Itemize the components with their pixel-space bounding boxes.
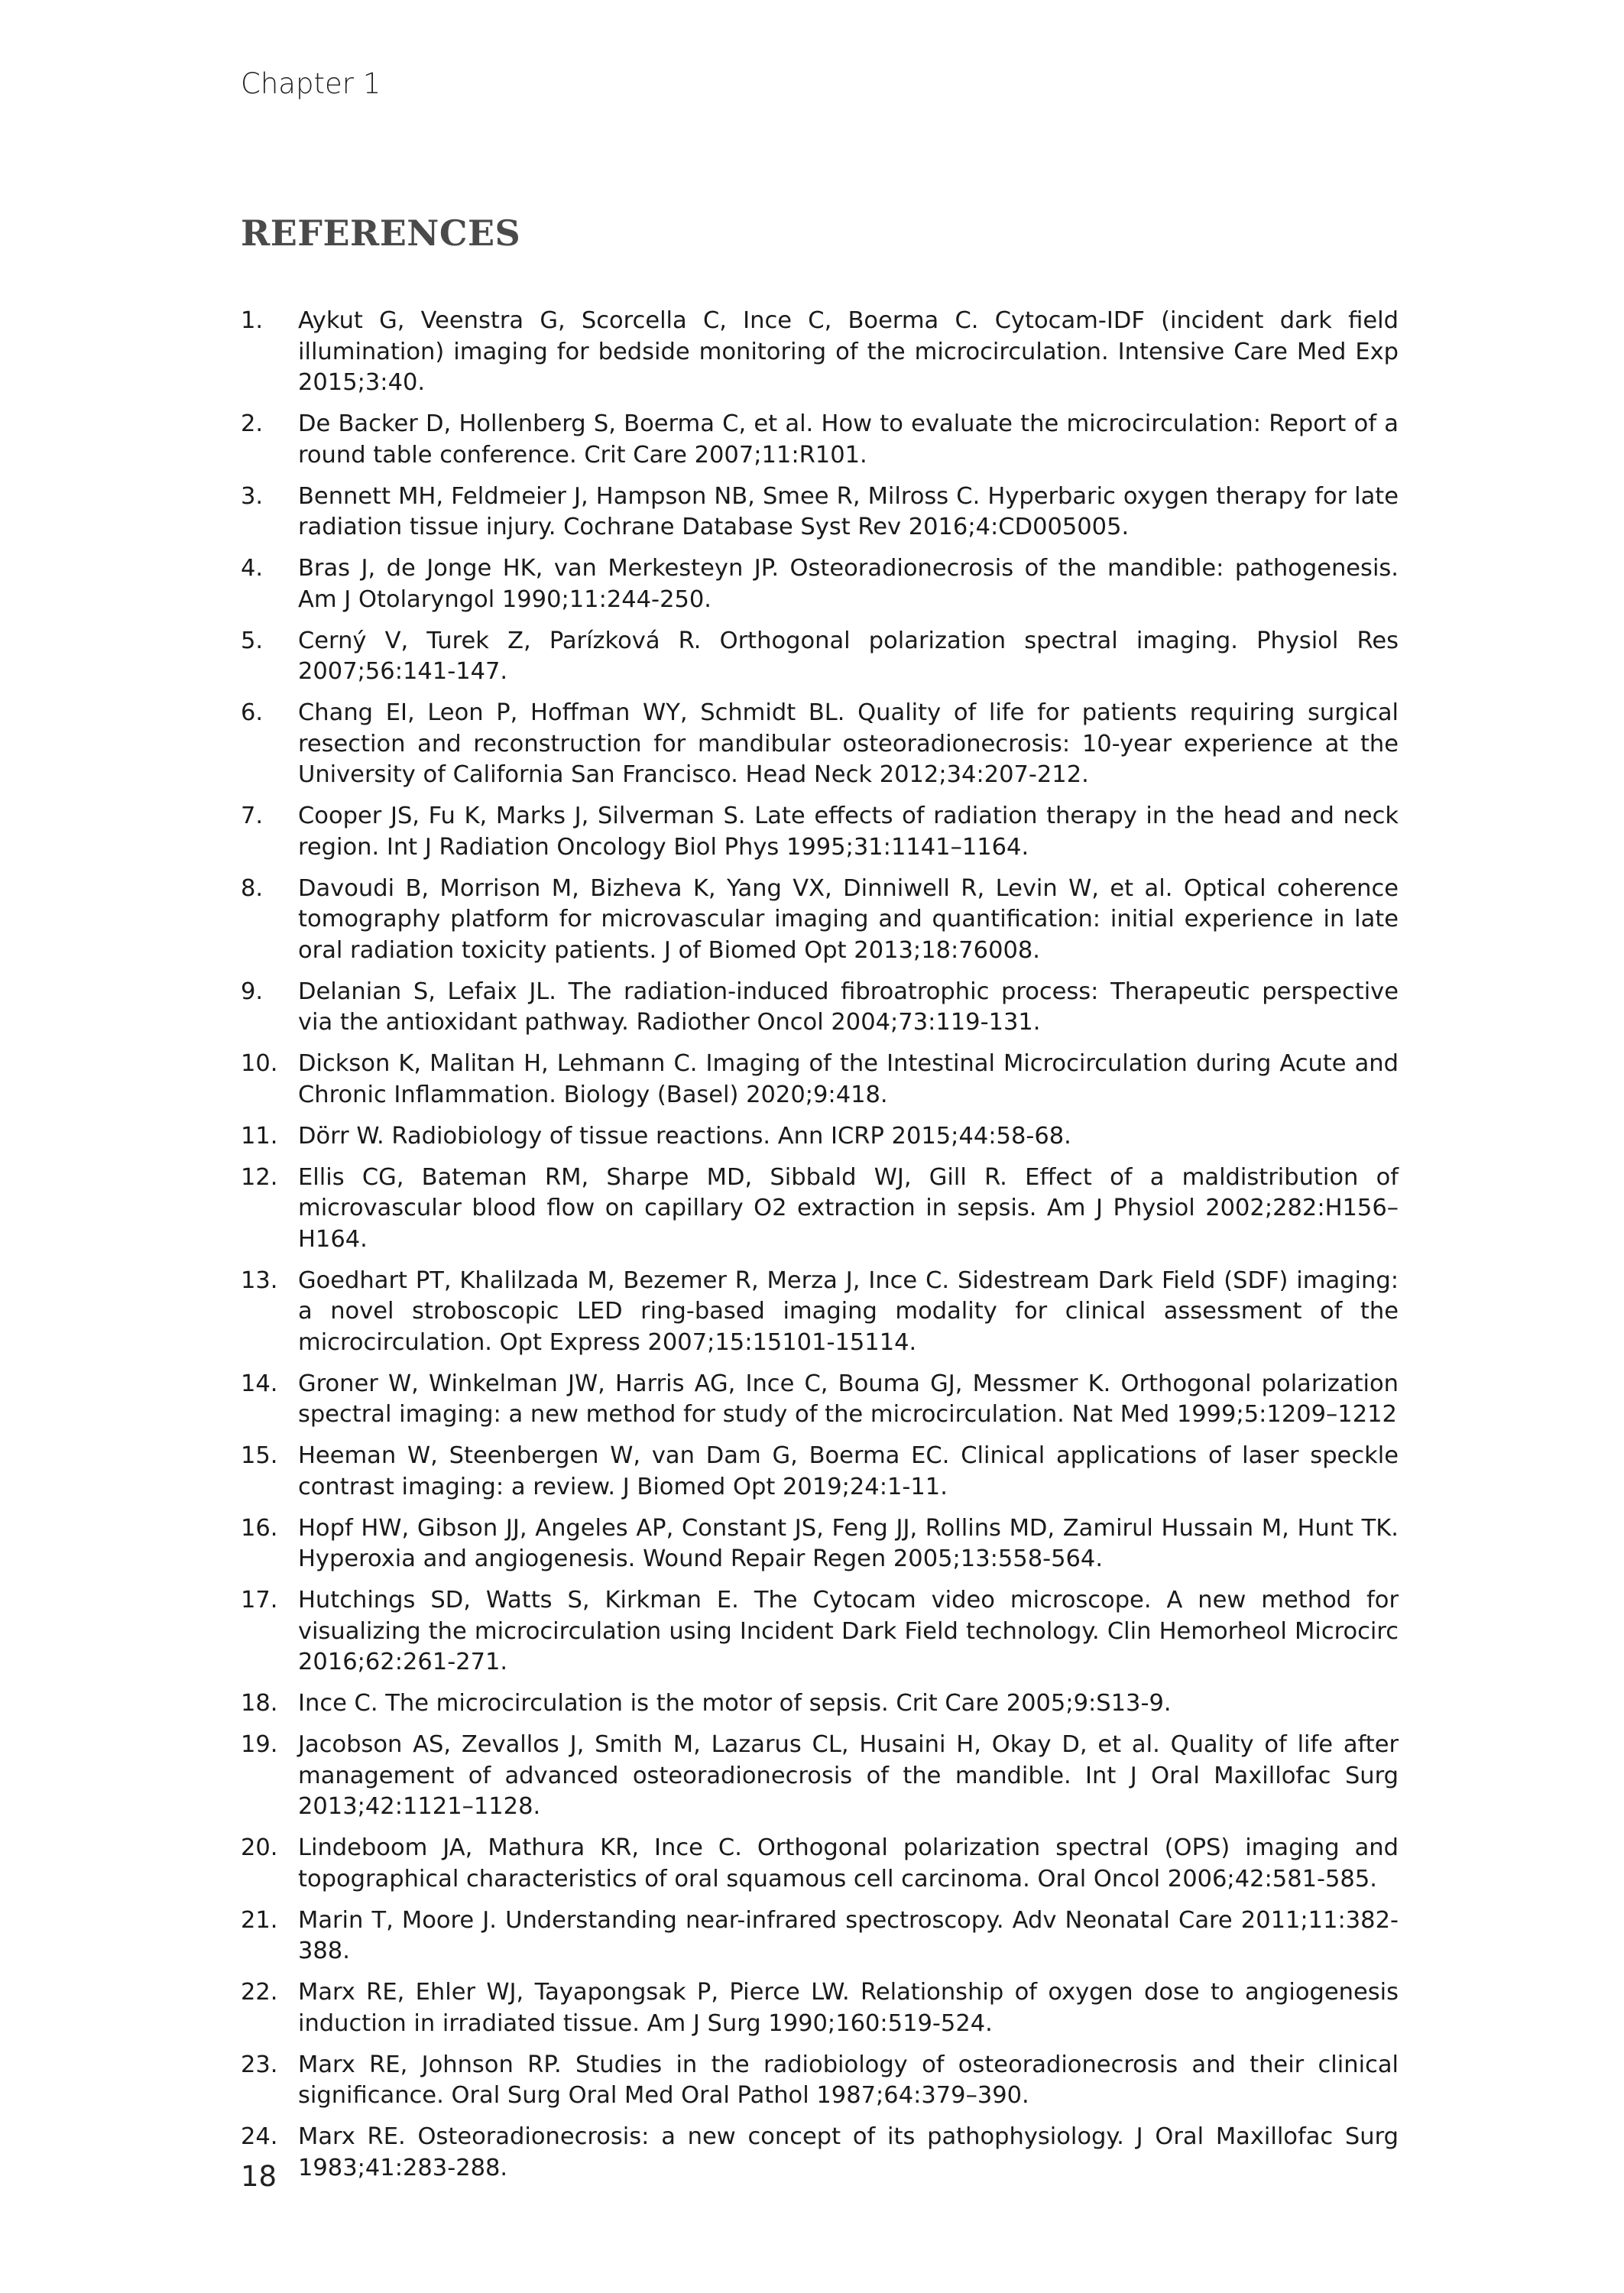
reference-number: 9.: [241, 978, 264, 1005]
reference-number: 21.: [241, 1906, 278, 1934]
reference-number: 8.: [241, 874, 264, 902]
reference-text: Dörr W. Radiobiology of tissue reactions. Ann ICRP 2015;44:58-68.: [298, 1122, 1071, 1150]
reference-number: 10.: [241, 1050, 278, 1077]
reference-item: [241, 1121, 1399, 1153]
reference-item: [241, 698, 1399, 791]
reference-text: Marx RE, Johnson RP. Studies in the radiobiology of osteoradionecrosis and their clinical significance. Oral Surg Oral Med Oral Pathol 1987;64:379–390.: [298, 2051, 1399, 2109]
reference-text: Delanian S, Lefaix JL. The radiation-induced fibroatrophic process: Therapeutic perspective via the antioxidant pathway. Radiother Oncol 2004;73:119-131.: [298, 978, 1399, 1036]
reference-number: 12.: [241, 1163, 278, 1191]
reference-number: 1.: [241, 307, 264, 334]
reference-text: Davoudi B, Morrison M, Bizheva K, Yang VX, Dinniwell R, Levin W, et al. Optical coherence tomography platform for microvascular imaging and quantification: initial experience in late oral radiation toxicity patients. J of Biomed Opt 2013;18:76008.: [298, 874, 1399, 964]
reference-number: 18.: [241, 1690, 278, 1717]
reference-number: 17.: [241, 1587, 278, 1614]
running-head: Chapter 1: [241, 67, 381, 100]
reference-text: Jacobson AS, Zevallos J, Smith M, Lazarus CL, Husaini H, Okay D, et al. Quality of life after management of advanced osteoradionecrosis of the mandible. Int J Oral Maxillofac Surg 2013;42:1121–1128.: [298, 1731, 1399, 1820]
reference-item: [241, 482, 1399, 543]
reference-item: [241, 977, 1399, 1039]
reference-number: 4.: [241, 555, 264, 582]
reference-text: Ince C. The microcirculation is the motor of sepsis. Crit Care 2005;9:S13-9.: [298, 1690, 1172, 1717]
reference-text: Hopf HW, Gibson JJ, Angeles AP, Constant JS, Feng JJ, Rollins MD, Zamirul Hussain M, Hunt TK. Hyperoxia and angiogenesis. Wound Repair Regen 2005;13:558-564.: [298, 1514, 1399, 1572]
reference-number: 14.: [241, 1370, 278, 1397]
reference-text: Cooper JS, Fu K, Marks J, Silverman S. Late effects of radiation therapy in the head and neck region. Int J Radiation Oncology Biol Phys 1995;31:1141–1164.: [298, 803, 1399, 861]
reference-item: [241, 801, 1399, 863]
reference-item: [241, 1730, 1399, 1823]
reference-text: Marx RE, Ehler WJ, Tayapongsak P, Pierce LW. Relationship of oxygen dose to angiogenesis induction in irradiated tissue. Am J Surg 1990;160:519-524.: [298, 1979, 1399, 2037]
section-title: REFERENCES: [241, 212, 521, 254]
reference-item: [241, 1049, 1399, 1111]
reference-number: 15.: [241, 1442, 278, 1469]
reference-item: [241, 2122, 1399, 2184]
reference-text: Hutchings SD, Watts S, Kirkman E. The Cytocam video microscope. A new method for visualizing the microcirculation using Incident Dark Field technology. Clin Hemorheol Microcirc 2016;62:261-271.: [298, 1587, 1399, 1675]
reference-number: 20.: [241, 1834, 278, 1861]
reference-text: Bras J, de Jonge HK, van Merkesteyn JP. Osteoradionecrosis of the mandible: pathogenesis. Am J Otolaryngol 1990;11:244-250.: [298, 555, 1399, 613]
reference-number: 16.: [241, 1514, 278, 1542]
reference-number: 2.: [241, 410, 264, 437]
reference-item: [241, 2050, 1399, 2112]
reference-item: [241, 1833, 1399, 1895]
reference-item: [241, 553, 1399, 615]
reference-item: [241, 1369, 1399, 1431]
reference-number: 24.: [241, 2123, 278, 2150]
reference-number: 11.: [241, 1122, 278, 1150]
reference-text: Dickson K, Malitan H, Lehmann C. Imaging of the Intestinal Microcirculation during Acute and Chronic Inflammation. Biology (Basel) 2020;9:418.: [298, 1050, 1399, 1108]
reference-number: 19.: [241, 1731, 278, 1758]
reference-text: Goedhart PT, Khalilzada M, Bezemer R, Merza J, Ince C. Sidestream Dark Field (SDF) imaging: a novel stroboscopic LED ring-based imaging modality for clinical assessment of the microcirculation. Opt Express 2007;15:15101-15114.: [298, 1267, 1399, 1356]
reference-item: [241, 626, 1399, 688]
reference-list: [241, 306, 1399, 2194]
reference-number: 7.: [241, 803, 264, 829]
reference-number: 13.: [241, 1267, 278, 1294]
reference-text: Marx RE. Osteoradionecrosis: a new concept of its pathophysiology. J Oral Maxillofac Surg 1983;41:283-288.: [298, 2123, 1399, 2181]
reference-item: [241, 1688, 1399, 1720]
reference-text: Chang EI, Leon P, Hoffman WY, Schmidt BL. Quality of life for patients requiring surgical resection and reconstruction for mandibular osteoradionecrosis: 10-year experience at the University of California San Francisco. Head Neck 2012;34:207-212.: [298, 699, 1399, 788]
reference-number: 5.: [241, 627, 264, 654]
reference-number: 6.: [241, 699, 264, 726]
reference-item: [241, 1585, 1399, 1678]
reference-text: Bennett MH, Feldmeier J, Hampson NB, Smee R, Milross C. Hyperbaric oxygen therapy for late radiation tissue injury. Cochrane Database Syst Rev 2016;4:CD005005.: [298, 482, 1399, 540]
reference-number: 23.: [241, 2051, 278, 2078]
page-number: 18: [241, 2160, 277, 2193]
reference-item: [241, 1905, 1399, 1967]
reference-item: [241, 306, 1399, 399]
reference-text: Aykut G, Veenstra G, Scorcella C, Ince C, Boerma C. Cytocam-IDF (incident dark field illumination) imaging for bedside monitoring of the microcirculation. Intensive Care Med Exp 2015;3:40.: [298, 307, 1399, 396]
reference-text: Lindeboom JA, Mathura KR, Ince C. Orthogonal polarization spectral (OPS) imaging and topographical characteristics of oral squamous cell carcinoma. Oral Oncol 2006;42:581-585.: [298, 1834, 1399, 1892]
reference-item: [241, 1977, 1399, 2039]
reference-text: De Backer D, Hollenberg S, Boerma C, et al. How to evaluate the microcirculation: Report of a round table conference. Crit Care 2007;11:R101.: [298, 410, 1399, 469]
reference-item: [241, 409, 1399, 471]
reference-text: Marin T, Moore J. Understanding near-infrared spectroscopy. Adv Neonatal Care 2011;11:382-388.: [298, 1906, 1399, 1964]
reference-item: [241, 1441, 1399, 1503]
reference-text: Groner W, Winkelman JW, Harris AG, Ince C, Bouma GJ, Messmer K. Orthogonal polarization spectral imaging: a new method for study of the microcirculation. Nat Med 1999;5:1209–1212: [298, 1370, 1399, 1428]
reference-item: [241, 1513, 1399, 1575]
reference-item: [241, 1163, 1399, 1256]
reference-text: Heeman W, Steenbergen W, van Dam G, Boerma EC. Clinical applications of laser speckle contrast imaging: a review. J Biomed Opt 2019;24:1-11.: [298, 1442, 1399, 1500]
reference-item: [241, 1266, 1399, 1359]
reference-text: Cerný V, Turek Z, Parízková R. Orthogonal polarization spectral imaging. Physiol Res 2007;56:141-147.: [298, 627, 1399, 685]
reference-number: 22.: [241, 1979, 278, 2006]
reference-number: 3.: [241, 482, 264, 510]
reference-item: [241, 874, 1399, 967]
reference-text: Ellis CG, Bateman RM, Sharpe MD, Sibbald WJ, Gill R. Effect of a maldistribution of microvascular blood flow on capillary O2 extraction in sepsis. Am J Physiol 2002;282:H156–H164.: [298, 1163, 1399, 1253]
